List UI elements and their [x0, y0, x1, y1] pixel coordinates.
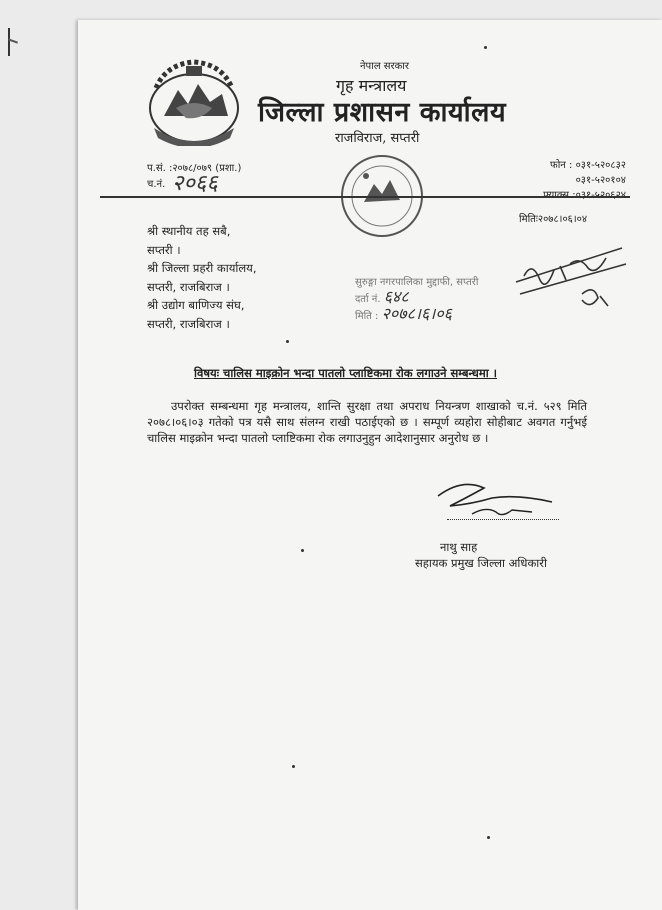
darta-value: ६४८ — [383, 287, 409, 306]
recipient-line: श्री जिल्ला प्रहरी कार्यालय, — [147, 261, 257, 276]
scan-speck — [286, 340, 289, 343]
darta-label: दर्ता नं. — [355, 294, 381, 305]
recipient-line: श्री स्थानीय तह सबै, — [147, 224, 231, 238]
margin-mark — [8, 28, 10, 56]
office-location: राजविराज, सप्तरी — [335, 131, 420, 146]
phone-line: फोन : ०३१-५२०८३२ — [550, 160, 626, 171]
scan-speck — [487, 836, 490, 839]
reference-chn-value: २०६६ — [172, 171, 218, 196]
signature — [432, 476, 572, 524]
government-label: नेपाल सरकार — [360, 61, 409, 72]
scan-speck — [484, 46, 487, 49]
registration-date-row — [355, 304, 479, 324]
recipient-line: सप्तरी, राजबिराज । — [147, 279, 230, 294]
handwritten-annotation — [510, 236, 630, 316]
recipient-line: श्री उद्योग बाणिज्य संघ, — [147, 298, 245, 313]
reference-ps: प.सं. :२०७८/०७९ (प्रशा.) — [147, 163, 242, 174]
letterhead-divider — [100, 196, 630, 198]
letter-subject: विषयः चालिस माइक्रोन भन्दा पातलो प्लाष्टिकमा रोक लगाउने सम्बन्धमा । — [194, 366, 498, 380]
phone-line-2: ०३१-५२०१०४ — [575, 175, 626, 186]
reference-chn-label: च.नं. — [147, 179, 166, 190]
registration-stamp — [355, 276, 479, 324]
registration-office: सुरुङ्गा नगरपालिका मुद्दाफी, सप्तरी — [355, 277, 479, 288]
ministry-name: गृह मन्त्रालय — [336, 76, 407, 95]
signature-line — [447, 519, 559, 520]
recipient-line: सप्तरी, राजबिराज । — [147, 316, 230, 331]
signatory-title: सहायक प्रमुख जिल्ला अधिकारी — [415, 556, 547, 570]
registration-date-value: २०७८।६।०६ — [381, 304, 452, 323]
recipient-list — [147, 222, 256, 334]
scan-speck — [301, 549, 304, 552]
office-name: जिल्ला प्रशासन कार्यालय — [258, 97, 507, 128]
signatory-name: नाथु साह — [440, 540, 478, 554]
scan-speck — [292, 765, 295, 768]
nepal-emblem-icon — [146, 58, 242, 146]
letter-body: उपरोक्त सम्बन्धमा गृह मन्त्रालय, शान्ति सुरक्षा तथा अपराध नियन्त्रण शाखाको च.नं. ५२९ मिति २०७८।०६।०३ गतेको पत्र यसै साथ संलग्न राखी पठाईएको छ । सम्पूर्ण व्यहोरा सोहीबाट अवगत गर्नुभई चालिस माइक्रोन भन्दा पातलो प्लाष्टिकमा रोक लगाउनुहुन आदेशानुसार अनुरोध छ । — [147, 399, 587, 445]
recipient-line: सप्तरी । — [147, 242, 181, 257]
registration-date-label: मिति : — [355, 311, 379, 322]
letter-date: मितिः२०७८।०६।०४ — [519, 214, 588, 225]
